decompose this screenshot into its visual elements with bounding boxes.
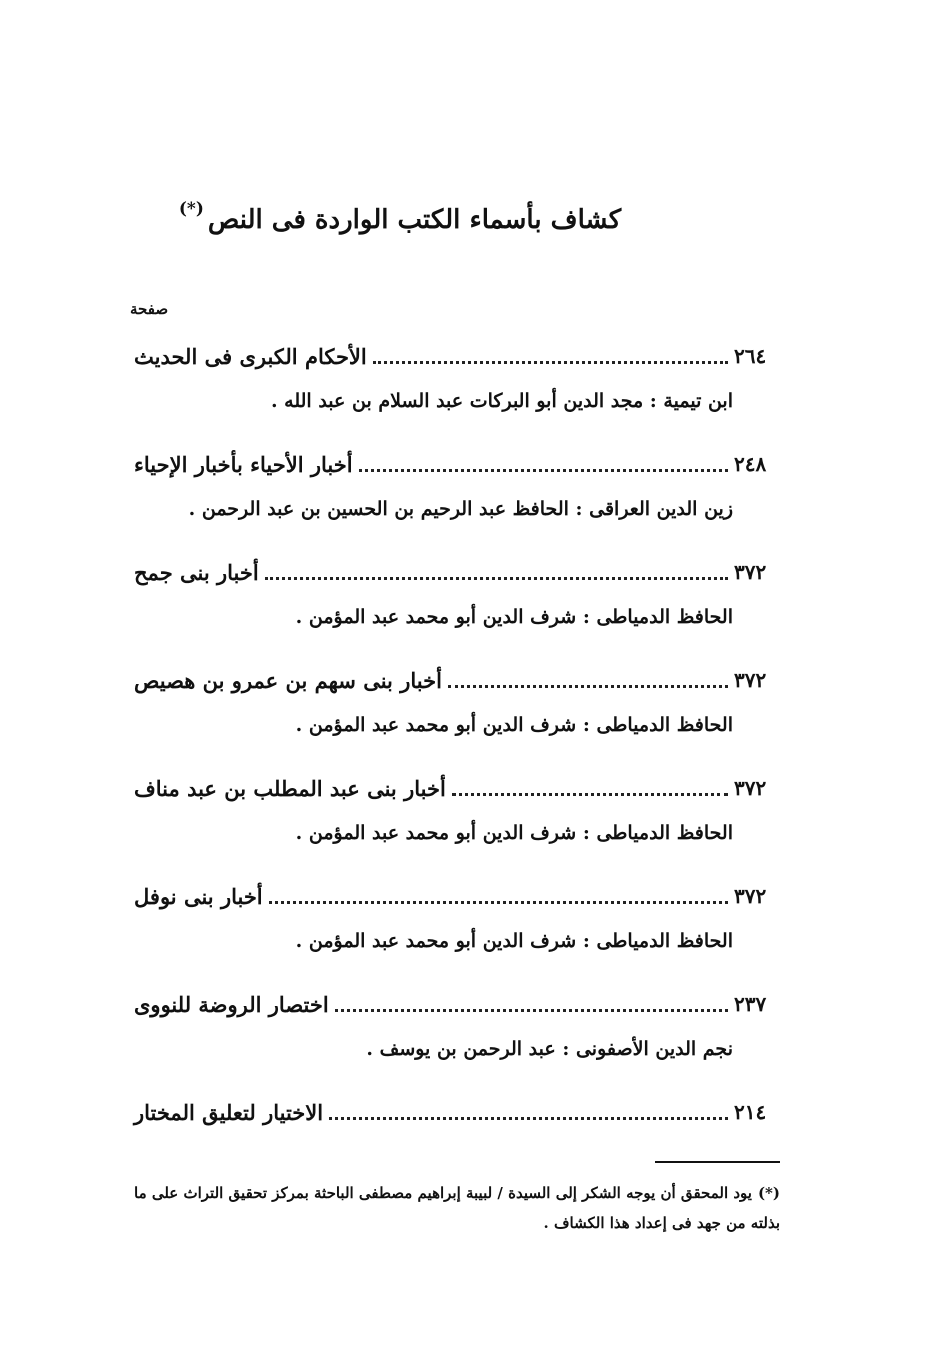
entry-author: الحافظ الدمياطى : شرف الدين أبو محمد عبد المؤمن . xyxy=(295,714,733,736)
entry-page-number: ٣٧٢ xyxy=(734,668,767,692)
entry-author: الحافظ الدمياطى : شرف الدين أبو محمد عبد المؤمن . xyxy=(295,930,733,952)
index-entry xyxy=(128,876,778,984)
entry-line xyxy=(128,984,778,1024)
index-entry xyxy=(128,984,778,1092)
index-title-text: كشاف بأسماء الكتب الواردة فى النص xyxy=(207,205,622,235)
entry-book-title: أخبار بنى نوفل xyxy=(134,883,263,909)
index-entry xyxy=(128,660,778,768)
dot-leader xyxy=(329,1117,728,1120)
entry-line xyxy=(128,768,778,808)
footnote-separator xyxy=(655,1161,780,1163)
entry-book-title: الاختيار لتعليق المختار xyxy=(134,1099,324,1125)
footnote-mark: (*) xyxy=(757,1184,780,1202)
entry-page-number: ٣٧٢ xyxy=(734,884,767,908)
entry-author: نجم الدين الأصفونى : عبد الرحمن بن يوسف . xyxy=(366,1038,733,1060)
footnote xyxy=(120,1178,780,1238)
dot-leader xyxy=(265,577,728,580)
entry-page-number: ٣٧٢ xyxy=(734,560,767,584)
index-entry xyxy=(128,552,778,660)
entry-author: الحافظ الدمياطى : شرف الدين أبو محمد عبد المؤمن . xyxy=(295,822,733,844)
entry-author: زين الدين العراقى : الحافظ عبد الرحيم بن الحسين بن عبد الرحمن . xyxy=(188,498,733,520)
entry-book-title: أخبار بنى عبد المطلب بن عبد مناف xyxy=(134,775,446,801)
entry-book-title: الأحكام الكبرى فى الحديث xyxy=(134,343,367,369)
entry-line xyxy=(128,552,778,592)
entry-line xyxy=(128,660,778,700)
dot-leader xyxy=(373,361,728,364)
footnote-reference-mark: (*) xyxy=(178,199,204,219)
index-entry xyxy=(128,336,778,444)
entry-line xyxy=(128,876,778,916)
entry-line xyxy=(128,444,778,484)
entry-page-number: ٢٤٨ xyxy=(734,452,767,476)
entry-author: الحافظ الدمياطى : شرف الدين أبو محمد عبد المؤمن . xyxy=(295,606,733,628)
index-entry xyxy=(128,768,778,876)
entry-author: ابن تيمية : مجد الدين أبو البركات عبد السلام بن عبد الله . xyxy=(270,390,733,412)
dot-leader xyxy=(452,793,728,796)
page-column-header: صفحة xyxy=(130,300,169,318)
entry-book-title: أخبار بنى جمح xyxy=(134,559,259,585)
entry-book-title: أخبار بنى سهم بن عمرو بن هصيص xyxy=(134,667,442,693)
index-title xyxy=(150,199,650,235)
entry-page-number: ٢٣٧ xyxy=(734,992,767,1016)
entry-line xyxy=(128,1092,778,1132)
index-entry xyxy=(128,444,778,552)
dot-leader xyxy=(359,469,728,472)
dot-leader xyxy=(335,1009,728,1012)
dot-leader xyxy=(269,901,728,904)
entry-book-title: أخبار الأحياء بأخبار الإحياء xyxy=(134,451,353,477)
footnote-text: يود المحقق أن يوجه الشكر إلى السيدة / لبيبة إبراهيم مصطفى الباحثة بمركز تحقيق التراث على ما بذلته من جهد فى إعداد هذا الكشاف . xyxy=(134,1184,780,1232)
entry-page-number: ٢٦٤ xyxy=(734,344,767,368)
index-entries xyxy=(128,336,778,1200)
entry-book-title: اختصار الروضة للنووى xyxy=(134,991,329,1017)
entry-line xyxy=(128,336,778,376)
entry-page-number: ٢١٤ xyxy=(734,1100,767,1124)
entry-page-number: ٣٧٢ xyxy=(734,776,767,800)
dot-leader xyxy=(448,685,728,688)
